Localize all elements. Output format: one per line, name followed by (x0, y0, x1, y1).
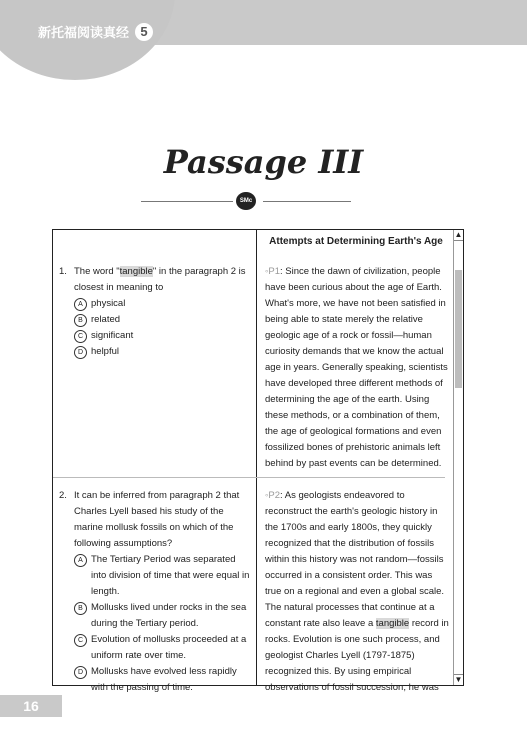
choice-text: Evolution of mollusks proceeded at a uniform rate over time. (91, 634, 247, 661)
choice-text: related (91, 314, 121, 325)
stem-text: The word " (74, 266, 120, 277)
highlighted-word: tangible (375, 618, 410, 629)
stem-text: " in the paragraph 2 is closest in meaning to (74, 266, 246, 293)
article-title: Attempts at Determining Earth's Age (269, 236, 443, 247)
choice-a[interactable] (59, 552, 251, 600)
series-number-badge: 5 (135, 23, 153, 41)
stem-text: It can be inferred from paragraph 2 that Charles Lyell based his study of the marine mollusk fossils on which of the following assumptions? (74, 490, 240, 549)
scroll-down-arrow-icon[interactable]: ▼ (454, 675, 463, 684)
title-rule-left (141, 201, 233, 202)
choice-c[interactable] (59, 328, 251, 344)
choice-text: Mollusks have evolved less rapidly with the passing of time. (91, 666, 237, 693)
choice-b[interactable] (59, 600, 251, 632)
choice-letter-circle[interactable]: C (74, 330, 87, 343)
passage-panel (265, 230, 449, 693)
highlighted-word: tangible (119, 266, 153, 277)
series-title: 新托福阅读真经 (38, 25, 130, 40)
passage-scrollbar[interactable] (453, 230, 463, 685)
paragraph-marker: ◦ (265, 266, 269, 277)
choice-text: physical (91, 298, 126, 309)
scroll-thumb[interactable] (455, 270, 462, 388)
choice-letter-circle[interactable]: B (74, 602, 87, 615)
choice-text: The Tertiary Period was separated into division of time that were equal in length. (91, 554, 250, 597)
question-1 (59, 264, 251, 360)
paragraph-2 (265, 488, 451, 696)
column-divider (256, 230, 257, 685)
paragraph-text: : Since the dawn of civilization, people have been curious about the age of Earth. What's more, we have not been satisfied in being able to state merely the relative geologic age of a rock or fossil—human curiosity demands that we know the actual age in years. Generally speaking, scientists have developed three different methods of determining the age of the earth. Using these methods, or a combination of them, the age of geological formations and even fossilized bones of prehistoric animals left behind by past events can be determined. (265, 266, 448, 469)
choice-text: significant (91, 330, 134, 341)
choice-letter-circle[interactable]: B (74, 314, 87, 327)
choice-letter-circle[interactable]: C (74, 634, 87, 647)
choice-d[interactable] (59, 664, 251, 696)
question-panel (59, 230, 251, 693)
choice-letter-circle[interactable]: D (74, 346, 87, 359)
choice-text: Mollusks lived under rocks in the sea during the Tertiary period. (91, 602, 247, 629)
choice-text: helpful (91, 346, 119, 357)
question-2 (59, 488, 251, 696)
row-separator (53, 477, 445, 478)
question-number: 1. (59, 266, 67, 277)
paragraph-label: P1 (268, 266, 280, 277)
choice-letter-circle[interactable]: D (74, 666, 87, 679)
emblem-logo: SMc (236, 192, 256, 210)
question-stem (59, 264, 251, 296)
paragraph-label: P2 (268, 490, 280, 501)
page-number: 16 (0, 695, 62, 717)
paragraph-text: : As geologists endeavored to reconstruct the earth's geologic history in the 1700s and early 1800s, they quickly recognized that the distribution of fossils within this history was not random—fossils occurred in a consistent order. This was true on a regional and even a global scale. The natural processes that continue at a constant rate also leave a (265, 490, 445, 629)
scroll-up-arrow-icon[interactable]: ▲ (454, 230, 463, 239)
test-window (52, 229, 464, 693)
choice-a[interactable] (59, 296, 251, 312)
paragraph-marker: ◦ (265, 490, 269, 501)
passage-title: Passage III (163, 143, 364, 181)
series-header (38, 22, 153, 41)
question-stem (59, 488, 251, 552)
choice-d[interactable] (59, 344, 251, 360)
paragraph-1 (265, 264, 451, 472)
question-number: 2. (59, 490, 67, 501)
choice-letter-circle[interactable]: A (74, 554, 87, 567)
choice-b[interactable] (59, 312, 251, 328)
choice-c[interactable] (59, 632, 251, 664)
choice-letter-circle[interactable]: A (74, 298, 87, 311)
title-rule-right (263, 201, 351, 202)
paragraph-text: record in rocks. Evolution is one such process, and geologist Charles Lyell (1797-1875) recognized this. By using empirical observations of fossil succession, he was (265, 618, 449, 693)
